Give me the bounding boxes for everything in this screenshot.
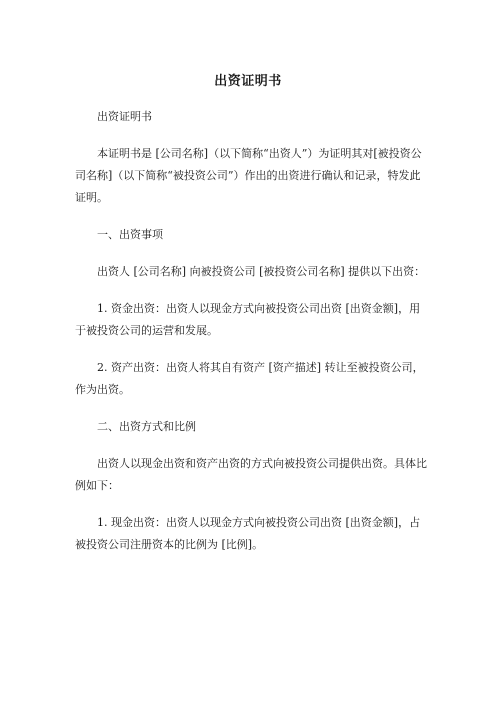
section-heading-1: 一、出资事项	[97, 228, 163, 241]
paragraph-intro: 本证明书是 [公司名称]（以下简称“出资人”）为证明其对[被投资公司名称]（以下简称“被投资公司”）作出的出资进行确认和记录，特发此证明。	[75, 147, 422, 204]
paragraph-heading: 出资证明书	[97, 110, 152, 123]
paragraph-method: 出资人以现金出资和资产出资的方式向被投资公司提供出资。具体比例如下：	[75, 457, 427, 492]
document-body	[75, 106, 430, 556]
section-heading-2: 二、出资方式和比例	[97, 420, 196, 433]
document-title: 出资证明书	[214, 74, 282, 89]
list-item-asset: 2. 资产出资：出资人将其自有资产 [资产描述] 转让至被投资公司，作为出资。	[75, 361, 424, 396]
paragraph-contribution: 出资人 [公司名称] 向被投资公司 [被投资公司名称] 提供以下出资：	[97, 265, 426, 278]
list-item-cash: 1. 资金出资：出资人以现金方式向被投资公司出资 [出资金额]，用于被投资公司的运营和发展。	[75, 302, 421, 337]
list-item-cash-ratio: 1. 现金出资：出资人以现金方式向被投资公司出资 [出资金额]，占被投资公司注册资本的比例为 [比例]。	[75, 516, 421, 551]
